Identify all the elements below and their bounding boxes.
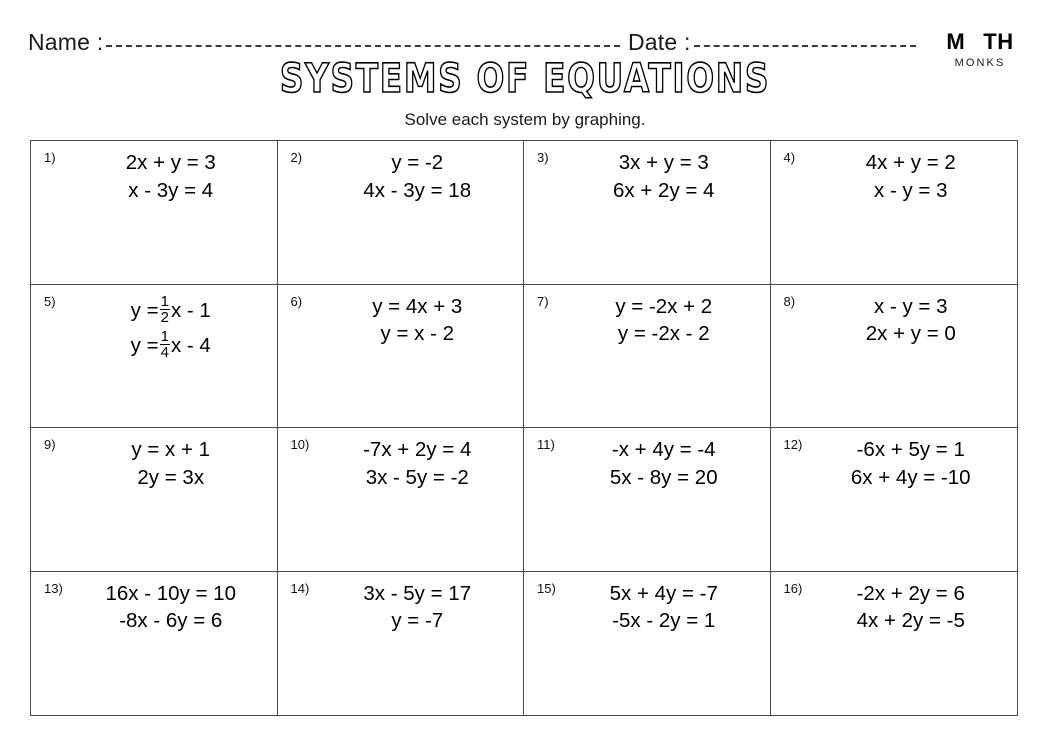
problem-cell <box>771 572 1018 716</box>
problem-number: 9) <box>44 437 56 452</box>
equation-group <box>524 580 770 635</box>
equation-line: 4x - 3y = 18 <box>363 178 472 202</box>
equation-group <box>524 436 770 491</box>
problem-number: 5) <box>44 293 56 309</box>
problem-cell <box>31 572 278 716</box>
problem-number: 2) <box>290 150 303 165</box>
problem-cell <box>278 572 525 716</box>
equation-line: -8x - 6y = 6 <box>119 609 223 633</box>
logo-subtext: MONKS <box>954 57 1006 69</box>
equation-lhs: y = <box>130 334 159 358</box>
equation-line: 3x + y = 3 <box>618 151 709 174</box>
logo-letter-m: M <box>946 29 966 54</box>
problem-cell <box>771 428 1018 572</box>
equation-line: x - 3y = 4 <box>128 178 214 202</box>
date-field-group <box>628 29 916 56</box>
problem-cell <box>31 428 278 572</box>
problem-cell <box>31 141 278 285</box>
problems-grid <box>30 140 1018 716</box>
fraction-denominator: 2 <box>160 308 169 326</box>
problem-number: 12) <box>783 437 803 452</box>
problem-cell <box>524 285 771 429</box>
equation-group <box>31 293 277 364</box>
worksheet-header <box>0 0 1050 134</box>
equation-line <box>130 292 211 327</box>
equation-line: 16x - 10y = 10 <box>105 581 236 605</box>
equation-line: -x + 4y = -4 <box>611 438 716 461</box>
equation-line: 3x - 5y = -2 <box>365 465 469 489</box>
equation-group <box>771 293 1018 348</box>
page-title: SYSTEMS OF EQUATIONS <box>279 56 771 102</box>
fraction-numerator: 1 <box>160 292 169 310</box>
equation-group <box>771 149 1018 204</box>
equation-line: 4x + 2y = -5 <box>856 609 965 633</box>
equation-group <box>278 580 524 635</box>
problem-cell <box>278 141 525 285</box>
problem-number: 7) <box>537 293 549 309</box>
date-input-rule[interactable] <box>694 44 916 47</box>
problem-number: 10) <box>290 437 310 452</box>
equation-line: y = -7 <box>391 609 444 633</box>
equation-line: y = -2x - 2 <box>617 322 710 346</box>
problem-cell <box>524 141 771 285</box>
problem-cell <box>278 428 525 572</box>
equation-line: -7x + 2y = 4 <box>363 438 472 461</box>
equation-group <box>31 436 277 491</box>
equation-line: y = x - 2 <box>380 322 454 346</box>
problem-cell <box>31 285 278 429</box>
problem-number: 14) <box>290 580 310 596</box>
equation-line: 3x - 5y = 17 <box>363 581 472 605</box>
problem-number: 3) <box>537 150 549 165</box>
problem-cell <box>278 285 525 429</box>
name-label: Name : <box>28 29 104 55</box>
equation-line: x - y = 3 <box>874 294 948 318</box>
equation-line: 2y = 3x <box>137 465 205 489</box>
equation-line: 5x + 4y = -7 <box>609 581 718 605</box>
equation-group <box>31 149 277 204</box>
equation-lhs: y = <box>130 298 159 322</box>
equation-line: 5x - 8y = 20 <box>609 465 718 489</box>
equation-group <box>524 293 770 348</box>
equation-line: y = x + 1 <box>131 438 211 461</box>
equation-rhs: x - 4 <box>170 334 211 358</box>
fraction <box>160 294 170 326</box>
name-field-group <box>28 29 620 56</box>
problem-cell <box>524 572 771 716</box>
problem-number: 1) <box>44 150 56 165</box>
equation-line: 2x + y = 0 <box>865 322 956 346</box>
equation-line: y = 4x + 3 <box>372 294 463 318</box>
problem-cell <box>771 285 1018 429</box>
equation-line: x - y = 3 <box>874 178 948 202</box>
problem-cell <box>524 428 771 572</box>
equation-line: 6x + 2y = 4 <box>613 178 715 202</box>
equation-line: y = -2 <box>391 151 444 174</box>
problem-number: 13) <box>44 580 63 596</box>
equation-group <box>524 149 770 204</box>
equation-line: y = -2x + 2 <box>615 294 713 318</box>
equation-line: -6x + 5y = 1 <box>856 438 965 461</box>
equation-line <box>131 330 211 362</box>
problem-number: 8) <box>783 293 796 309</box>
logo-letters-th: TH <box>983 29 1014 54</box>
date-label: Date : <box>628 29 691 55</box>
problem-cell <box>771 141 1018 285</box>
fraction-numerator: 1 <box>160 328 169 346</box>
fraction <box>160 329 170 361</box>
equation-line: 6x + 4y = -10 <box>850 465 971 489</box>
name-input-rule[interactable] <box>106 44 620 47</box>
equation-line: -2x + 2y = 6 <box>856 581 965 605</box>
page-subtitle: Solve each system by graphing. <box>404 110 646 129</box>
problem-number: 16) <box>783 580 803 596</box>
equation-group <box>278 293 524 348</box>
fraction-denominator: 4 <box>160 344 169 362</box>
equation-line: 4x + y = 2 <box>865 151 956 174</box>
equation-line: 2x + y = 3 <box>125 151 216 174</box>
equation-group <box>771 436 1018 491</box>
problem-number: 6) <box>290 293 303 309</box>
equation-line: -5x - 2y = 1 <box>612 609 716 633</box>
equation-group <box>278 149 524 204</box>
problem-number: 15) <box>537 580 556 596</box>
equation-group <box>278 436 524 491</box>
equation-group <box>31 580 277 635</box>
equation-group <box>771 580 1018 635</box>
equation-rhs: x - 1 <box>170 298 211 322</box>
problem-number: 4) <box>783 150 796 165</box>
problem-number: 11) <box>537 437 555 452</box>
logo-wordmark <box>932 30 1028 54</box>
